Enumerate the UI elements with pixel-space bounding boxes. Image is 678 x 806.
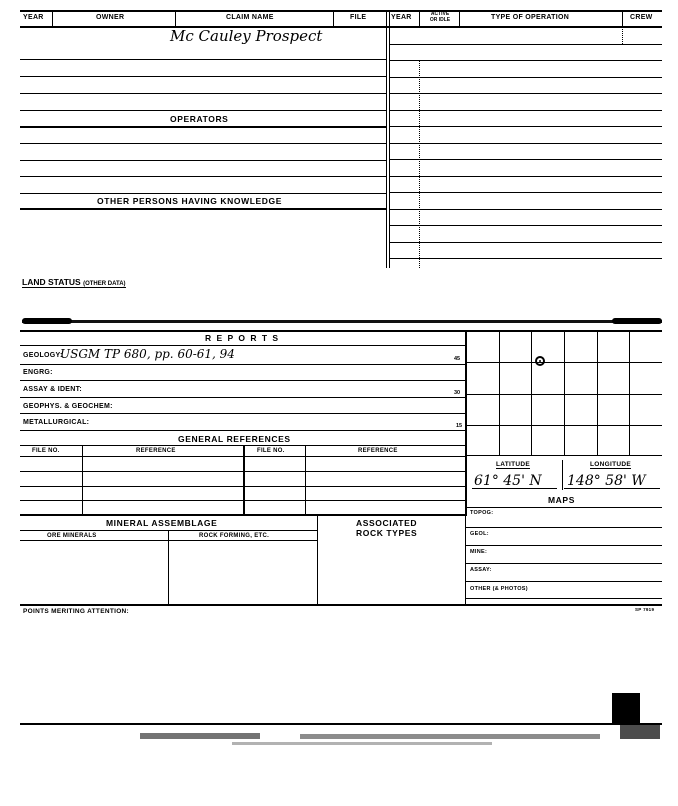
ore-minerals-label: ORE MINERALS	[47, 533, 97, 539]
coord-divider	[562, 460, 563, 490]
grid-line	[597, 330, 598, 455]
row-line	[20, 380, 465, 381]
divider	[419, 10, 420, 26]
row-line	[389, 258, 662, 259]
row-line	[20, 430, 465, 431]
header-type-of-operation: TYPE OF OPERATION	[491, 14, 570, 21]
row-line	[389, 126, 662, 127]
row-line	[20, 76, 386, 77]
metallurgical-label: METALLURGICAL:	[23, 419, 90, 426]
other-persons-line	[20, 208, 386, 210]
row-line	[20, 143, 386, 144]
col-divider	[305, 445, 306, 514]
land-status-note: (OTHER DATA)	[83, 281, 126, 287]
maps-title: MAPS	[548, 495, 575, 505]
row-line	[389, 242, 662, 243]
reports-title: R E P O R T S	[205, 333, 280, 343]
or-idle-label: OR IDLE	[429, 17, 451, 23]
header-year: YEAR	[23, 14, 44, 21]
row-line	[389, 44, 662, 45]
row-line	[20, 93, 386, 94]
maps-topog: TOPOG:	[470, 510, 494, 516]
geophys-label: GEOPHYS. & GEOCHEM:	[23, 403, 113, 410]
scan-noise	[300, 734, 600, 739]
longitude-value: 148° 58' W	[567, 473, 646, 489]
scale-30: 30	[454, 390, 461, 396]
operators-line	[20, 126, 386, 128]
row-line	[20, 160, 386, 161]
maps-assay: ASSAY:	[470, 567, 492, 573]
latitude-underline	[472, 488, 557, 489]
assay-ident-label: ASSAY & IDENT:	[23, 386, 83, 393]
active-label: ACTIVE	[430, 11, 450, 17]
col-divider	[243, 445, 245, 514]
top-border	[20, 10, 662, 12]
maps-left-border	[465, 507, 466, 604]
operators-title: OPERATORS	[170, 114, 229, 124]
scan-noise	[140, 733, 260, 739]
header-bottom-border	[20, 26, 662, 28]
col-reference-2: REFERENCE	[358, 448, 398, 454]
header-claim-name: CLAIM NAME	[226, 14, 274, 21]
row-line	[465, 545, 662, 546]
row-line	[389, 209, 662, 210]
header-owner: OWNER	[96, 14, 125, 21]
scan-noise-line	[20, 723, 662, 725]
associated-label: ASSOCIATED	[356, 518, 418, 528]
other-persons-title: OTHER PERSONS HAVING KNOWLEDGE	[97, 196, 283, 206]
row-line	[465, 507, 662, 508]
row-line	[389, 143, 662, 144]
row-line	[389, 225, 662, 226]
scan-noise	[232, 742, 492, 745]
grid-line	[465, 362, 662, 363]
divider	[622, 10, 623, 26]
separator-mark-right	[612, 318, 662, 324]
row-line	[20, 345, 465, 346]
maps-mine: MINE:	[470, 549, 488, 555]
grid-line	[531, 330, 532, 455]
latitude-value: 61° 45' N	[474, 473, 542, 489]
engrg-label: ENGRG:	[23, 369, 53, 376]
row-line	[20, 397, 465, 398]
reports-right-border	[465, 330, 467, 516]
col-divider	[82, 445, 83, 514]
dotted-divider	[419, 60, 420, 268]
row-line	[389, 110, 662, 111]
divider	[175, 10, 176, 26]
scan-noise	[620, 725, 660, 739]
maps-other: OTHER (& PHOTOS)	[470, 586, 528, 592]
geology-label: GEOLOGY:	[23, 352, 63, 359]
row-line	[465, 598, 662, 599]
points-meriting-attention: POINTS MERITING ATTENTION:	[23, 608, 130, 615]
divider	[459, 10, 460, 26]
col-divider	[168, 530, 169, 604]
separator-band	[22, 320, 662, 323]
row-line	[389, 159, 662, 160]
divider	[52, 10, 53, 26]
grid-line	[564, 330, 565, 455]
grid-line	[465, 425, 662, 426]
row-line	[465, 563, 662, 564]
col-file-no-2: FILE NO.	[257, 448, 285, 454]
location-marker-icon	[535, 356, 545, 366]
longitude-label: LONGITUDE	[590, 461, 631, 468]
form-code: SP 7919	[635, 607, 655, 612]
longitude-underline	[564, 488, 660, 489]
grid-line	[499, 330, 500, 455]
general-references-title: GENERAL REFERENCES	[178, 434, 291, 444]
mineral-assemblage-title: MINERAL ASSEMBLAGE	[106, 518, 218, 528]
footer-line	[20, 604, 662, 606]
land-status-label: LAND STATUS	[22, 277, 81, 287]
divider	[333, 10, 334, 26]
right-block-divider	[386, 10, 387, 268]
row-line	[389, 93, 662, 94]
rock-types-label: ROCK TYPES	[356, 528, 418, 538]
references-bottom	[20, 514, 465, 516]
row-line	[20, 176, 386, 177]
latitude-label: LATITUDE	[496, 461, 531, 468]
rock-forming-label: ROCK FORMING, ETC.	[199, 533, 270, 539]
row-line	[465, 581, 662, 582]
header-active-idle	[422, 11, 458, 23]
scale-45: 45	[454, 356, 461, 362]
row-line	[389, 192, 662, 193]
grid-line	[465, 455, 662, 456]
col-divider	[317, 514, 318, 604]
header-file: FILE	[350, 14, 367, 21]
dotted-divider	[622, 26, 623, 44]
col-file-no-1: FILE NO.	[32, 448, 60, 454]
col-reference-1: REFERENCE	[136, 448, 176, 454]
row-line	[20, 193, 386, 194]
row-line	[20, 59, 386, 60]
row-line	[465, 527, 662, 528]
row-line	[389, 60, 662, 61]
geology-value: USGM TP 680, pp. 60-61, 94	[60, 347, 235, 361]
grid-line	[629, 330, 630, 455]
maps-geol: GEOL:	[470, 531, 489, 537]
row-line	[20, 364, 465, 365]
row-line	[20, 110, 386, 111]
land-status-title	[22, 277, 126, 288]
row-line	[20, 413, 465, 414]
separator-mark-left	[22, 318, 72, 324]
scan-corner-block	[612, 693, 640, 723]
grid-line	[465, 394, 662, 395]
row-line	[389, 176, 662, 177]
claim-name-entry: Mc Cauley Prospect	[170, 27, 323, 45]
scale-15: 15	[456, 423, 463, 429]
header-year-2: YEAR	[391, 14, 412, 21]
header-crew: CREW	[630, 14, 653, 21]
row-line	[389, 77, 662, 78]
reports-top-line	[20, 330, 662, 332]
right-block-divider-2	[389, 10, 390, 268]
